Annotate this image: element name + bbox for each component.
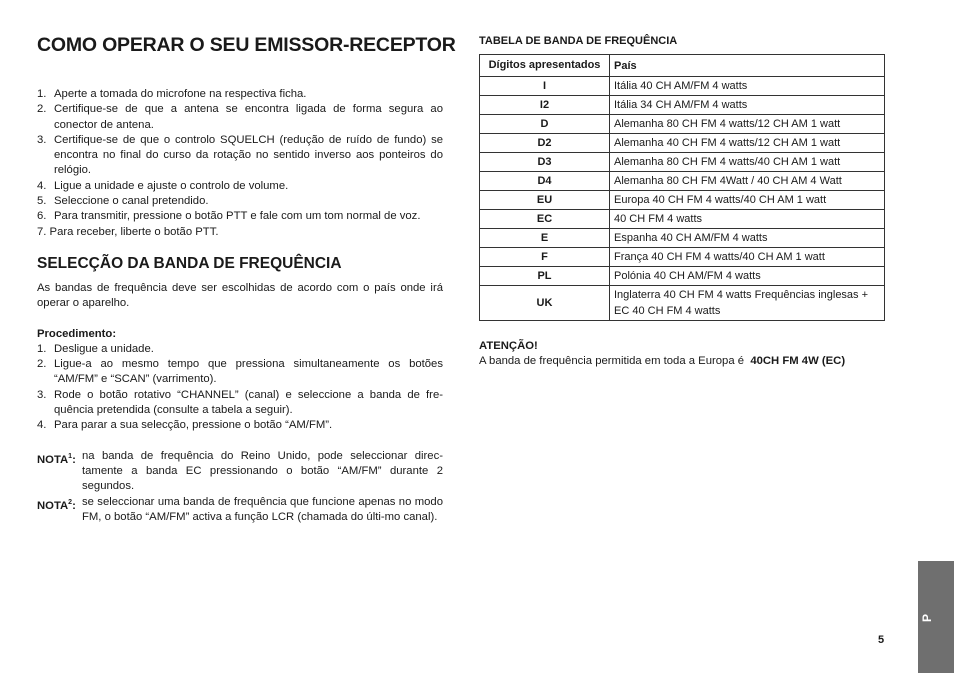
list-text: Ligue a unidade e ajuste o controlo de volume. xyxy=(54,179,289,192)
page-number: 5 xyxy=(878,634,885,646)
country-cell: 40 CH FM 4 watts xyxy=(610,210,885,229)
code-cell: D2 xyxy=(480,134,610,153)
table-row xyxy=(480,210,885,229)
table-row xyxy=(480,134,885,153)
country-cell: Itália 40 CH AM/FM 4 watts xyxy=(610,77,885,96)
code-cell: EU xyxy=(480,191,610,210)
table-row xyxy=(480,191,885,210)
header-code: Dígitos apresentados xyxy=(480,55,610,77)
table-caption: TABELA DE BANDA DE FREQUÊNCIA xyxy=(479,35,678,47)
list-item xyxy=(37,179,443,194)
list-number: 6. xyxy=(37,210,47,223)
list-item xyxy=(37,209,443,224)
country-cell: Europa 40 CH FM 4 watts/40 CH AM 1 watt xyxy=(610,191,885,210)
list-number: 1. xyxy=(37,88,47,100)
right-column xyxy=(479,34,885,369)
list-item xyxy=(37,87,443,102)
procedure-label: Procedimento: xyxy=(37,327,117,340)
attention-value: 40CH FM 4W (EC) xyxy=(750,355,846,367)
list-text: Certifique-se de que a antena se encontra ligada de forma segura ao conector de antena. xyxy=(54,103,443,131)
country-cell: Alemanha 40 CH FM 4 watts/12 CH AM 1 watt xyxy=(610,134,885,153)
list-item xyxy=(37,418,443,433)
note-1-text: na banda de frequência do Reino Unido, pode seleccionar direc-tamente a banda EC pressionando o botão “AM/FM” durante 2 segundos. xyxy=(82,449,443,493)
list-text: Desligue a unidade. xyxy=(54,342,154,355)
country-cell: França 40 CH FM 4 watts/40 CH AM 1 watt xyxy=(610,248,885,267)
list-number: 3. xyxy=(37,388,47,401)
list-item xyxy=(37,342,443,357)
note-1 xyxy=(37,449,443,495)
code-cell: I xyxy=(480,77,610,96)
code-cell: F xyxy=(480,248,610,267)
country-cell: Polónia 40 CH AM/FM 4 watts xyxy=(610,267,885,286)
frequency-band-table xyxy=(479,54,885,321)
code-cell: D3 xyxy=(480,153,610,172)
country-cell: Itália 34 CH AM/FM 4 watts xyxy=(610,96,885,115)
table-row xyxy=(480,96,885,115)
code-cell: D4 xyxy=(480,172,610,191)
list-number: 1. xyxy=(37,342,47,355)
attention-block xyxy=(479,339,885,369)
attention-label: ATENÇÃO! xyxy=(479,340,538,352)
table-row xyxy=(480,286,885,321)
note-1-label: NOTA$^1$: xyxy=(37,452,76,466)
table-row xyxy=(480,248,885,267)
list-number: 4. xyxy=(37,419,47,432)
left-column xyxy=(37,33,456,525)
list-item xyxy=(37,133,443,179)
code-cell: EC xyxy=(480,210,610,229)
list-text: Para parar a sua selecção, pressione o botão “AM/FM”. xyxy=(54,419,333,432)
country-cell: Alemanha 80 CH FM 4 watts/12 CH AM 1 watt xyxy=(610,115,885,134)
page-title: COMO OPERAR O SEU EMISSOR-RECEPTOR xyxy=(37,34,456,56)
code-cell: PL xyxy=(480,267,610,286)
note-2-label: NOTA$^2$: xyxy=(37,498,76,512)
list-text: Ligue-a ao mesmo tempo que pressiona simultaneamente os botões “AM/FM” e “SCAN” (varrimento). xyxy=(54,358,443,386)
procedure-steps xyxy=(37,342,443,434)
step-7: 7. Para receber, liberte o botão PTT. xyxy=(37,225,219,238)
section-title: SELECÇÃO DA BANDA DE FREQUÊNCIA xyxy=(37,254,342,272)
code-cell: UK xyxy=(480,286,610,321)
table-row xyxy=(480,229,885,248)
list-item xyxy=(37,357,443,388)
country-cell: Inglaterra 40 CH FM 4 watts Frequências inglesas + EC 40 CH FM 4 watts xyxy=(610,286,885,321)
note-2-text: se seleccionar uma banda de frequência que funcione apenas no modo FM, o botão “AM/FM” activa a função LCR (chamada do últi-mo canal). xyxy=(82,495,443,523)
code-cell: I2 xyxy=(480,96,610,115)
list-number: 4. xyxy=(37,179,47,192)
list-text: Seleccione o canal pretendido. xyxy=(54,195,209,208)
country-cell: Alemanha 80 CH FM 4 watts/40 CH AM 1 watt xyxy=(610,153,885,172)
list-number: 2. xyxy=(37,358,47,371)
list-text: Rode o botão rotativo “CHANNEL” (canal) e seleccione a banda de fre-quência pretendida (consulte a tabela a seguir). xyxy=(54,388,443,417)
table-row xyxy=(480,77,885,96)
language-tab: P xyxy=(918,561,954,673)
table-row xyxy=(480,172,885,191)
table-row xyxy=(480,153,885,172)
table-row xyxy=(480,267,885,286)
operating-steps xyxy=(37,87,443,225)
list-number: 5. xyxy=(37,195,47,208)
list-number: 2. xyxy=(37,103,47,116)
list-text: Aperte a tomada do microfone na respectiva ficha. xyxy=(54,88,307,100)
list-number: 3. xyxy=(37,133,47,146)
country-cell: Espanha 40 CH AM/FM 4 watts xyxy=(610,229,885,248)
list-text: Para transmitir, pressione o botão PTT e fale com um tom normal de voz. xyxy=(54,210,421,223)
intro-text: As bandas de frequência deve ser escolhidas de acordo com o país onde irá operar o aparelho. xyxy=(37,281,443,310)
attention-text: A banda de frequência permitida em toda a Europa é 40CH FM 4W (EC) xyxy=(479,355,846,367)
code-cell: D xyxy=(480,115,610,134)
list-item xyxy=(37,102,443,133)
note-2 xyxy=(37,495,443,526)
code-cell: E xyxy=(480,229,610,248)
header-country: País xyxy=(610,55,885,77)
table-row xyxy=(480,115,885,134)
list-text: Certifique-se de que o controlo SQUELCH (redução de ruído de fundo) se encontra no final do curso da rotação no sentido inverso aos ponteiros do relógio. xyxy=(54,133,443,177)
table-header-row xyxy=(480,55,885,77)
list-item xyxy=(37,194,443,209)
list-item xyxy=(37,388,443,419)
country-cell: Alemanha 80 CH FM 4Watt / 40 CH AM 4 Watt xyxy=(610,172,885,191)
